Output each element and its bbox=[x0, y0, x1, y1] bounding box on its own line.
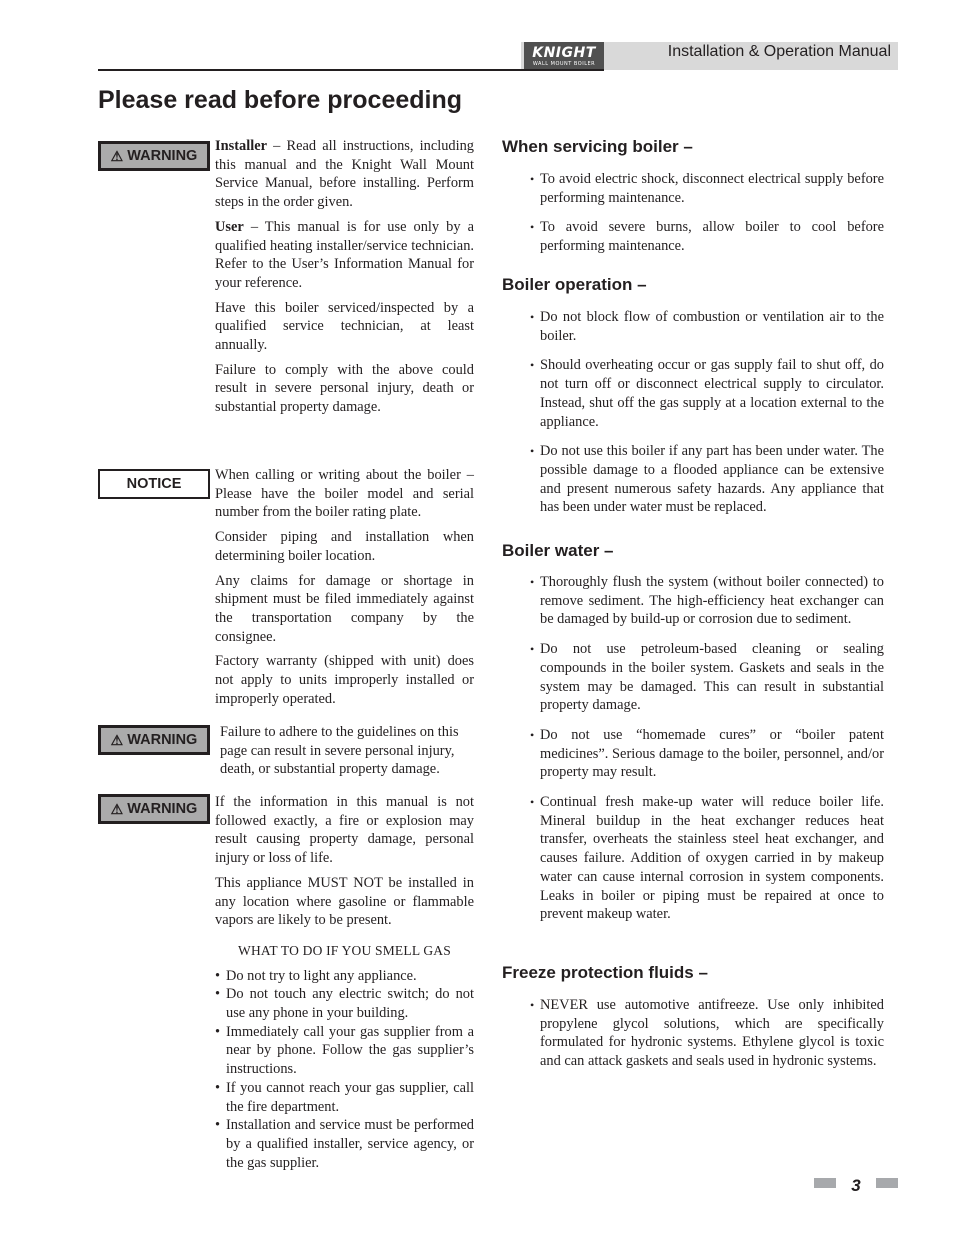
smell-gas-list bbox=[215, 967, 474, 1173]
water-list bbox=[530, 573, 884, 935]
installer-paragraph bbox=[215, 137, 474, 212]
list-item: • Should overheating occur or gas supply fail to shut off, do not turn off or disconnect electrical supply to circulator. Instead, shut off the gas supply at a location external to the appliance. bbox=[530, 356, 884, 431]
list-item: • Do not block flow of combustion or ventilation air to the boiler. bbox=[530, 308, 884, 345]
section-heading-water: Boiler water – bbox=[502, 541, 614, 560]
knight-logo bbox=[524, 42, 604, 70]
smell-gas-heading: WHAT TO DO IF YOU SMELL GAS bbox=[238, 942, 451, 958]
notice-paragraph-4: Factory warranty (shipped with unit) does not apply to units improperly installed or improperly operated. bbox=[215, 653, 474, 707]
installer-text: – Read all instructions, including this manual and the Knight Wall Mount Service Manual, before installing. Perform steps in the order given. bbox=[215, 138, 474, 211]
servicing-list bbox=[530, 170, 884, 267]
warning-label-2 bbox=[98, 725, 210, 755]
notice-label-text: NOTICE bbox=[126, 476, 182, 492]
list-item: • Immediately call your gas supplier from a near by phone. Follow the gas supplier’s instructions. bbox=[215, 1023, 474, 1079]
warning-2-paragraph: Failure to adhere to the guidelines on this page can result in severe personal injury, death, or substantial property damage. bbox=[220, 724, 459, 778]
list-item: • Do not use this boiler if any part has been under water. The possible damage to a flooded appliance can be extensive and present numerous safety hazards. Any appliance that has been under water must be replaced. bbox=[530, 442, 884, 517]
header-rule bbox=[98, 69, 604, 71]
installer-lead: Installer bbox=[215, 138, 267, 154]
warning-3-text bbox=[215, 793, 474, 1172]
logo-main-text: KNIGHT bbox=[532, 44, 596, 61]
list-item: • Installation and service must be performed by a qualified installer, service agency, or the gas supplier. bbox=[215, 1116, 474, 1172]
notice-paragraph-2: Consider piping and installation when determining boiler location. bbox=[215, 529, 474, 564]
list-item: • Thoroughly flush the system (without boiler connected) to remove sediment. The high-efficiency heat exchanger can be damaged by build-up or corrosion due to sediment. bbox=[530, 573, 884, 629]
notice-text bbox=[215, 466, 474, 714]
list-item: • To avoid severe burns, allow boiler to cool before performing maintenance. bbox=[530, 218, 884, 255]
list-item: • NEVER use automotive antifreeze. Use only inhibited propylene glycol solutions, which are specifically formulated for hydronic systems. Ethylene glycol is toxic and can attack gaskets and seals used in hydronic systems. bbox=[530, 996, 884, 1071]
warning-triangle-icon: ⚠ bbox=[110, 147, 124, 164]
user-lead: User bbox=[215, 218, 244, 235]
list-item: • Continual fresh make-up water will reduce boiler life. Mineral buildup in the heat exchanger reduces heat transfer, overheats the stainless steel heat exchanger, and causes failure. Addition of oxygen carried in by makeup water can cause internal corrosion in system components. Leaks in boiler or piping must be repaired at once to prevent makeup water. bbox=[530, 793, 884, 924]
manual-title: Installation & Operation Manual bbox=[667, 43, 891, 60]
warning-label-text: WARNING bbox=[127, 801, 198, 817]
warning-3-paragraph-1: If the information in this manual is not followed exactly, a fire or explosion may result causing property damage, personal injury or loss of life. bbox=[215, 794, 474, 867]
list-item: • Do not use petroleum-based cleaning or sealing compounds in the boiler system. Gaskets and seals in the system may be damaged. This can result in substantial property damage. bbox=[530, 640, 884, 715]
warning-triangle-icon: ⚠ bbox=[110, 731, 124, 748]
warning-3-paragraph-2: This appliance MUST NOT be installed in any location where gasoline or flammable vapors are likely to be present. bbox=[215, 874, 474, 929]
warning-label-text: WARNING bbox=[127, 732, 198, 748]
freeze-list bbox=[530, 996, 884, 1082]
footer-bar-left bbox=[814, 1178, 836, 1188]
list-item: • To avoid electric shock, disconnect electrical supply before performing maintenance. bbox=[530, 170, 884, 207]
page-number: 3 bbox=[851, 1176, 861, 1195]
operation-list bbox=[530, 308, 884, 528]
user-text: – This manual is for use only by a qualified heating installer/service technician. Refer to the User’s Information Manual for your reference. bbox=[215, 218, 474, 291]
page-title: Please read before proceeding bbox=[98, 86, 463, 114]
section-heading-servicing: When servicing boiler – bbox=[502, 137, 693, 156]
list-item: • If you cannot reach your gas supplier, call the fire department. bbox=[215, 1079, 474, 1116]
failure-comply-paragraph: Failure to comply with the above could result in severe personal injury, death or substantial property damage. bbox=[215, 361, 474, 416]
warning-1-text bbox=[215, 137, 474, 423]
list-item: • Do not try to light any appliance. bbox=[215, 967, 474, 986]
list-item: • Do not touch any electric switch; do not use any phone in your building. bbox=[215, 985, 474, 1022]
warning-2-text bbox=[220, 723, 478, 785]
warning-triangle-icon: ⚠ bbox=[110, 800, 124, 817]
list-item: • Do not use “homemade cures” or “boiler patent medicines”. Serious damage to the boiler, personnel, and/or property may result. bbox=[530, 726, 884, 782]
warning-label-1 bbox=[98, 141, 210, 171]
notice-label bbox=[98, 469, 210, 499]
section-heading-freeze: Freeze protection fluids – bbox=[502, 963, 708, 982]
footer-bar-right bbox=[876, 1178, 898, 1188]
logo-sub-text: WALL MOUNT BOILER bbox=[532, 60, 596, 67]
warning-label-text: WARNING bbox=[127, 148, 198, 164]
notice-paragraph-1: When calling or writing about the boiler – Please have the boiler model and serial number from the boiler rating plate. bbox=[215, 467, 474, 521]
user-paragraph bbox=[215, 218, 474, 293]
notice-paragraph-3: Any claims for damage or shortage in shipment must be filed immediately against the transportation company by the consignee. bbox=[215, 572, 474, 645]
service-annually-paragraph: Have this boiler serviced/inspected by a qualified service technician, at least annually. bbox=[215, 299, 474, 354]
warning-label-3 bbox=[98, 794, 210, 824]
section-heading-operation: Boiler operation – bbox=[502, 275, 647, 294]
